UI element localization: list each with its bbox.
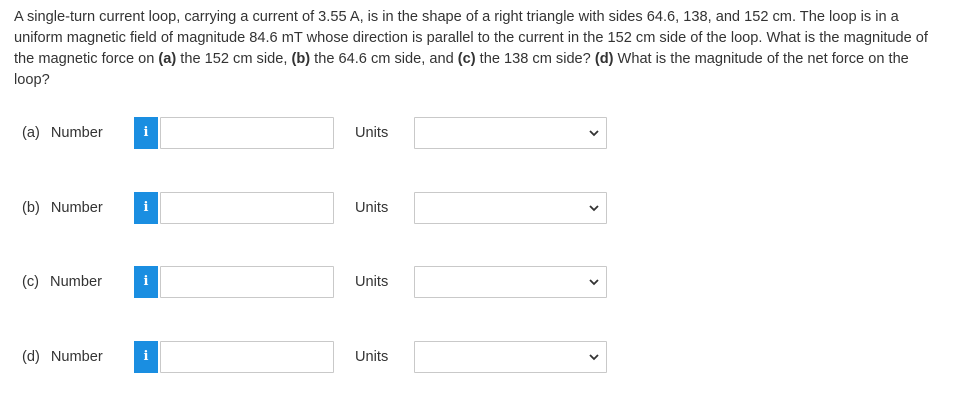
part-label-c [22,274,102,290]
question-text-d: What is the magnitude of the net force on the loop? [14,51,909,88]
part-label-d [22,349,103,365]
units-label: Units [355,349,389,365]
question-part-a: (a) [158,51,177,67]
units-dropdown-a[interactable] [414,117,607,149]
number-input-c[interactable] [160,266,334,298]
number-input-d[interactable] [160,341,334,373]
question-text-a: the 152 cm side, [176,51,292,67]
number-label: Number [50,125,103,141]
chevron-down-icon [589,129,599,137]
number-label: Number [50,274,102,290]
answer-row-c [0,266,953,298]
number-input-a[interactable] [160,117,334,149]
part-label-a [22,125,103,141]
answer-row-d [0,341,953,373]
chevron-down-icon [589,278,599,286]
units-dropdown-b[interactable] [414,192,607,224]
answer-row-b [0,192,953,224]
number-label: Number [50,200,103,216]
question-text [14,7,944,91]
part-letter: (d) [22,349,40,365]
units-label: Units [355,274,389,290]
chevron-down-icon [589,353,599,361]
part-letter: (a) [22,125,40,141]
question-intro: A single-turn current loop, carrying a current of 3.55 A, is in the shape of a right triangle with sides 64.6, 138, and 152 cm. The loop is in a uniform magnetic field of magnitude 84.6 mT whose direction is parallel to the current in the 152 cm side of the loop. What is the magnitude of the magnetic force on [14,9,928,67]
question-text-c: the 138 cm side? [475,51,595,67]
units-dropdown-c[interactable] [414,266,607,298]
info-icon[interactable]: i [134,117,158,149]
question-part-b: (b) [291,51,311,67]
info-icon[interactable]: i [134,266,158,298]
answer-row-a [0,117,953,149]
part-label-b [22,200,103,216]
number-input-b[interactable] [160,192,334,224]
number-label: Number [50,349,103,365]
units-label: Units [355,200,389,216]
part-letter: (c) [22,274,40,290]
info-icon[interactable]: i [134,192,158,224]
chevron-down-icon [589,204,599,212]
units-dropdown-d[interactable] [414,341,607,373]
part-letter: (b) [22,200,40,216]
units-label: Units [355,125,389,141]
question-part-d: (d) [594,51,614,67]
info-icon[interactable]: i [134,341,158,373]
question-part-c: (c) [457,51,476,67]
question-text-b: the 64.6 cm side, and [310,51,458,67]
